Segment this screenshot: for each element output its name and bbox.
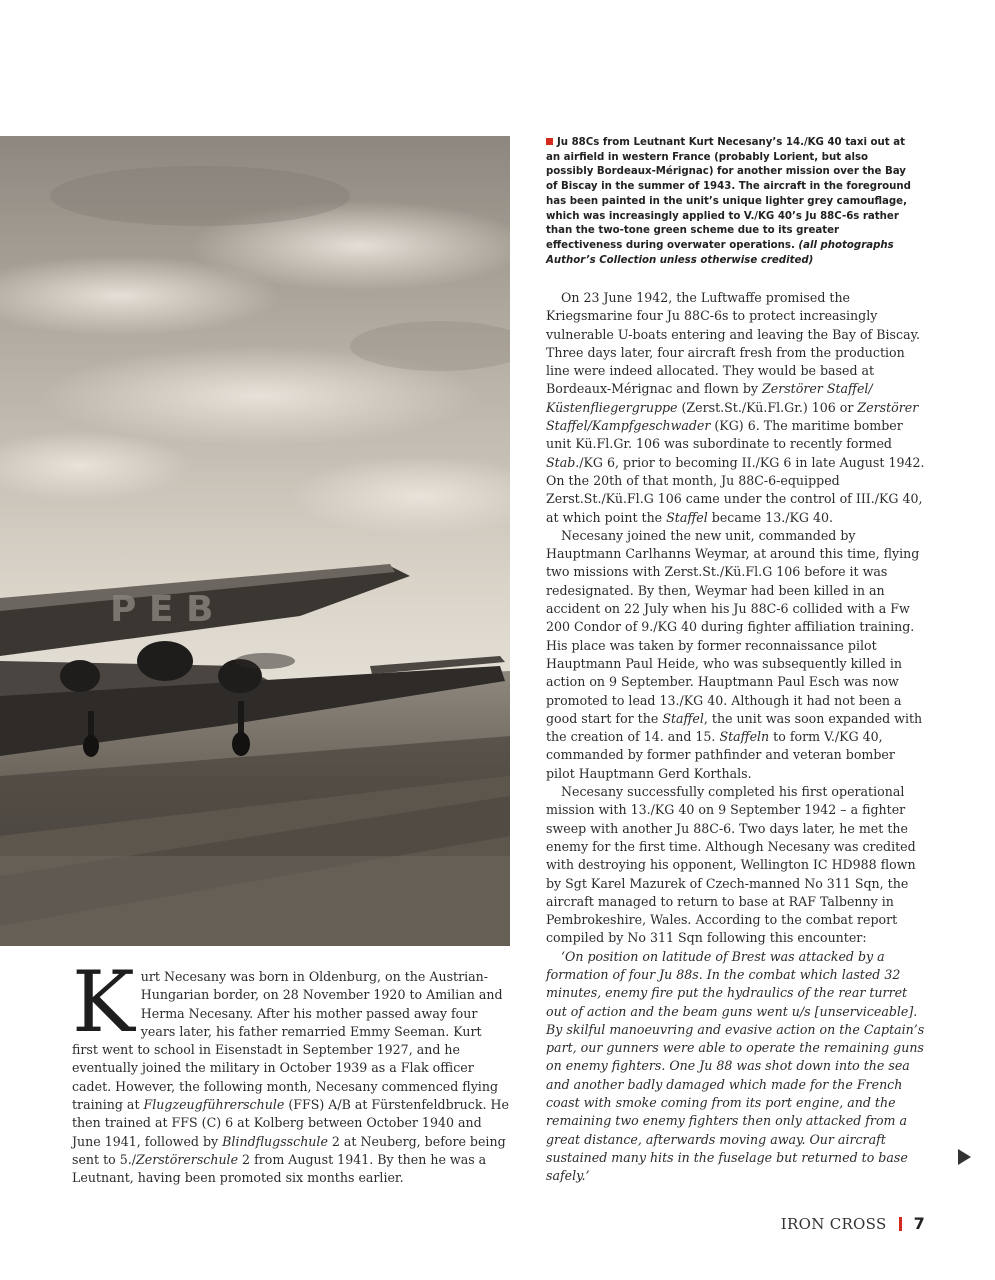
right-paragraph-3: Necesany successfully completed his first operational mission with 13./KG 40 on 9 September 1942 – a fighter sweep with another Ju 88C-6. Two days later, he met the enemy for the first time. Although Necesany was credited with destroying his opponent, Wellington IC HD988 flown by Sgt Karel Mazurek of Czech-manned No 311 Sqn, the aircraft managed to return to base at RAF Talbenny in Pembrokeshire, Wales. According to the combat report compiled by No 311 Sqn following this encounter: [546,784,916,946]
svg-text:P E B: P E B [110,589,214,630]
caption-marker-icon [546,138,553,145]
photo-caption [546,136,918,268]
right-paragraph-2: Necesany joined the new unit, commanded by Hauptmann Carlhanns Weymar, at around this time, flying two missions with Zerst.St./Kü.Fl.G 106 before it was redesignated. By then, Weymar had been killed in an accident on 22 July when his Ju 88C-6 collided with a Fw 200 Condor of 9./KG 40 during fighter affiliation training. His place was taken by former reconnaissance pilot Hauptmann Paul Heide, who was subsequently killed in action on 9 September. Hauptmann Paul Esch was now promoted to lead 13./KG 40. Although it had not been a good start for the Staffel, the unit was soon expanded with the creation of 14. and 15. Staffeln to form V./KG 40, commanded by former pathfinder and veteran bomber pilot Hauptmann Gerd Korthals. [546,527,923,781]
aircraft-photo [0,136,510,946]
caption-credit: (all photographs Author’s Collection unless otherwise credited) [546,239,894,266]
photo-icon [0,136,510,946]
combat-report-quote: ‘On position on latitude of Brest was attacked by a formation of four Ju 88s. In the combat which lasted 32 minutes, enemy fire put the hydraulics of the rear turret out of action and the beam guns went u/s [unserviceable]. By skilful manoeuvring and evasive action on the Captain’s part, our gunners were able to operate the remaining guns on enemy fighters. One Ju 88 was shot down into the sea and another badly damaged which made for the French coast with smoke coming from its port engine, and the remaining two enemy fighters then only attacked from a great distance, afterwards moving away. Our aircraft sustained many hits in the fuselage but returned to base safely.’ [546,948,925,1184]
left-column [72,953,510,1188]
continue-arrow-icon[interactable] [958,1149,971,1165]
left-paragraph-1: Kurt Necesany was born in Oldenburg, on the Austrian-Hungarian border, on 28 November 1920 to Amilian and Herma Necesany. After his mother passed away four years later, his father remarried Emmy Seeman. Kurt first went to school in Eisenstadt in September 1927, and he eventually joined the military in October 1939 as a Flak officer cadet. However, the following month, Necesany commenced flying training at Flugzeugführerschule (FFS) A/B at Fürstenfeldbruck. He then trained at FFS (C) 6 at Kolberg between October 1940 and June 1941, followed by Blindflugsschule 2 at Neuberg, before being sent to 5./Zerstörerschule 2 from August 1941. By then he was a Leutnant, having been promoted six months earlier. [72,953,509,1186]
right-column [546,289,926,1186]
magazine-title: IRON CROSS [780,1214,887,1233]
right-paragraph-1: On 23 June 1942, the Luftwaffe promised the Kriegsmarine four Ju 88C-6s to protect increasingly vulnerable U-boats entering and leaving the Bay of Biscay. Three days later, four aircraft fresh from the production line were indeed allocated. They would be based at Bordeaux-Mérignac and flown by Zerstörer Staffel/ Küstenfliegergruppe (Zerst.St./Kü.Fl.Gr.) 106 or Zerstörer Staffel/Kampfgeschwader (KG) 6. The maritime bomber unit Kü.Fl.Gr. 106 was subordinate to recently formed Stab./KG 6, prior to becoming II./KG 6 in late August 1942. On the 20th of that month, Ju 88C-6-equipped Zerst.St./Kü.Fl.G 106 came under the control of III./KG 40, at which point the Staffel became 13./KG 40. [546,290,925,525]
page-number: 7 [913,1214,925,1233]
drop-cap: K [72,953,135,1051]
footer-divider [899,1217,902,1231]
caption-text: Ju 88Cs from Leutnant Kurt Necesany’s 14./KG 40 taxi out at an airfield in western France (probably Lorient, but also possibly Bordeaux-Mérignac) for another mission over the Bay of Biscay in the summer of 1943. The aircraft in the foreground has been painted in the unit’s unique lighter grey camouflage, which was increasingly applied to V./KG 40’s Ju 88C-6s rather than the two-tone green scheme due to its greater effectiveness during overwater operations. [546,137,911,251]
page-footer [781,1214,925,1233]
